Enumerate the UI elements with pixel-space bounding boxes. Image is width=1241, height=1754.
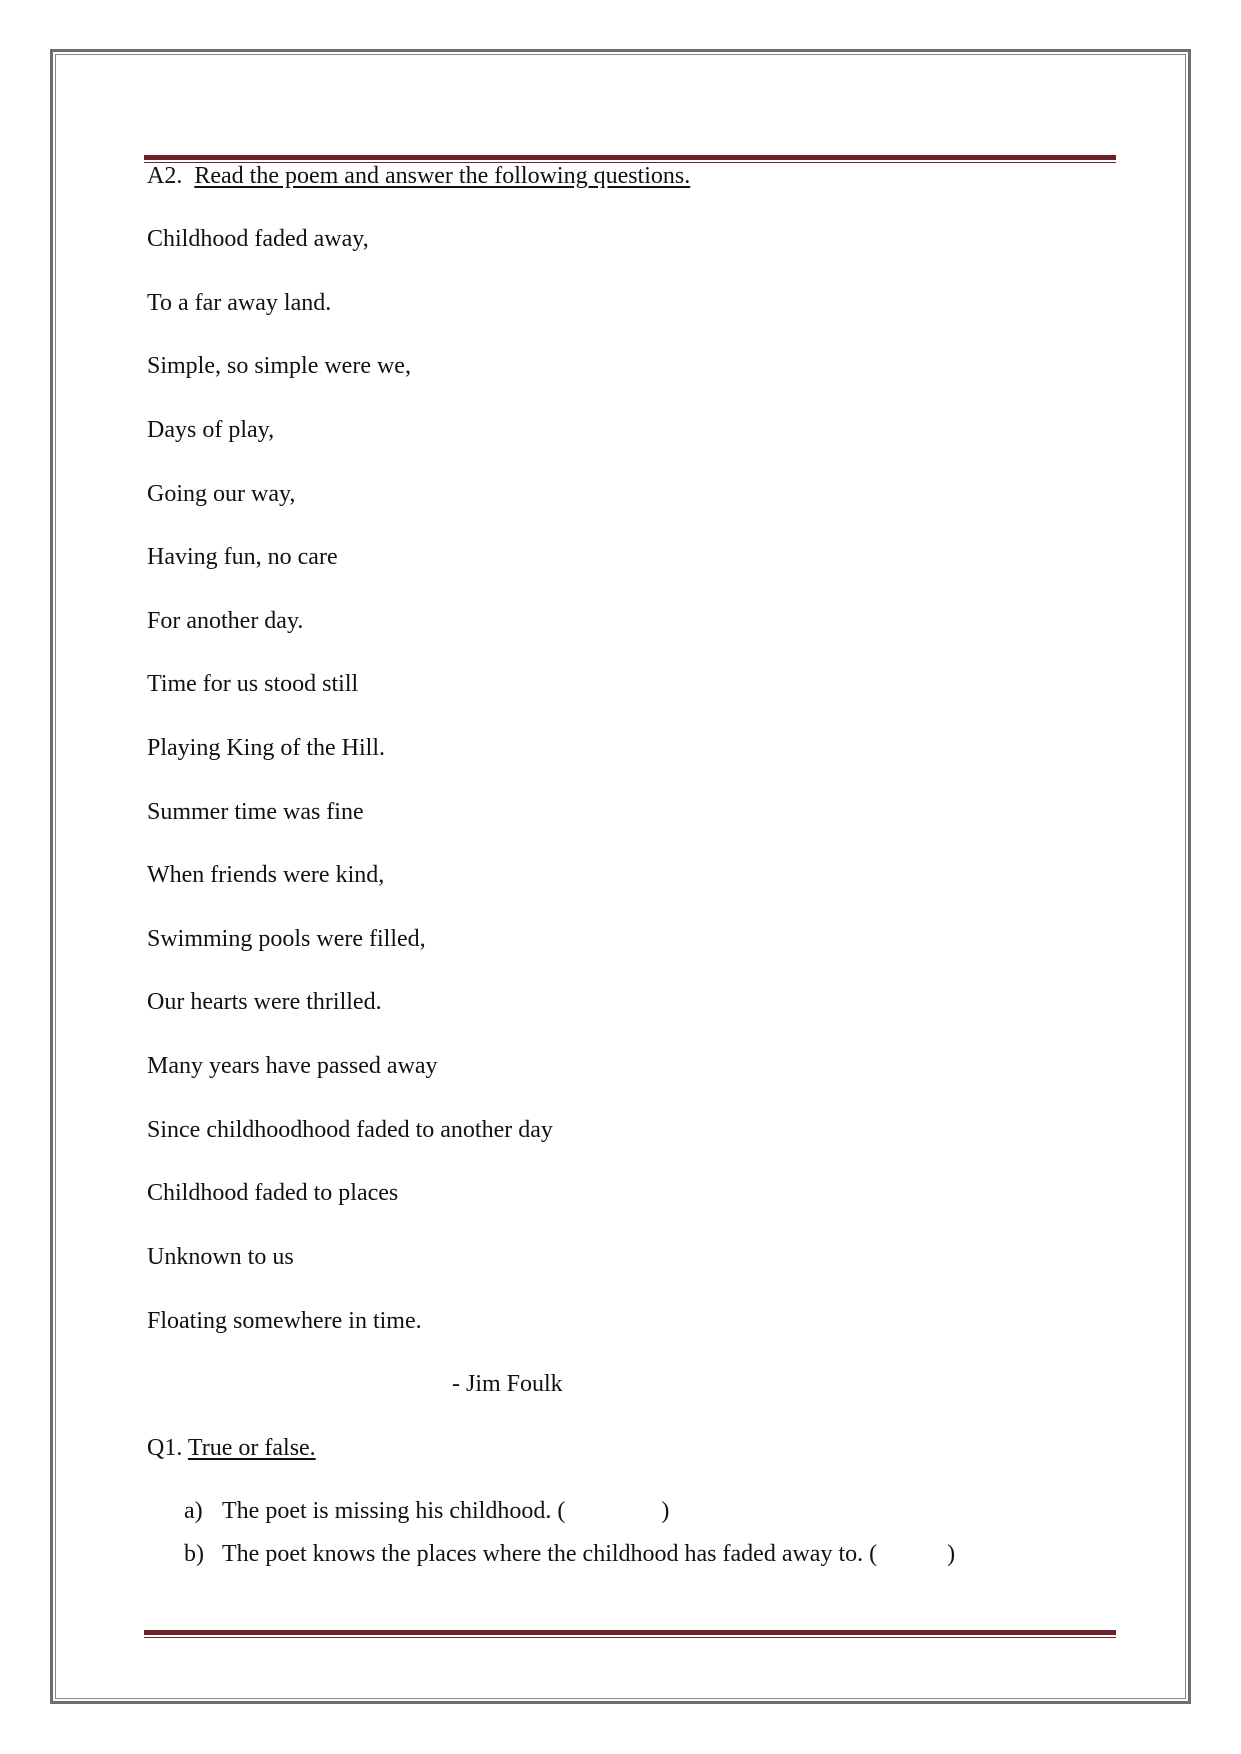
section-number: A2. [147,163,183,189]
poem-author: - Jim Foulk [452,1371,563,1397]
poem-line: Floating somewhere in time. [147,1308,422,1334]
poem-line: For another day. [147,608,304,634]
poem-line: Childhood faded away, [147,226,369,252]
poem-line: Having fun, no care [147,544,338,570]
poem-line: When friends were kind, [147,862,385,888]
poem-line: Going our way, [147,481,296,507]
poem-line: Swimming pools were filled, [147,926,426,952]
item-close: ) [947,1541,956,1567]
item-marker: a) [184,1498,203,1524]
poem-line: Days of play, [147,417,275,443]
question-number: Q1. [147,1435,183,1461]
poem-line: Childhood faded to places [147,1180,399,1206]
item-close: ) [661,1498,670,1524]
poem-line: Summer time was fine [147,799,364,825]
section-instruction: Read the poem and answer the following questions. [194,163,691,189]
question-item-b [184,1539,955,1569]
question-title: True or false. [187,1435,316,1461]
question-item-a [184,1496,669,1526]
poem-line: Our hearts were thrilled. [147,989,382,1015]
item-marker: b) [184,1541,204,1567]
item-text: The poet is missing his childhood. ( [222,1498,566,1524]
poem-line: Time for us stood still [147,671,359,697]
poem-line: Many years have passed away [147,1053,438,1079]
footer-rule [144,1630,1116,1638]
poem-line: Since childhoodhood faded to another day [147,1117,553,1143]
question-heading [147,1433,316,1463]
poem-line: Unknown to us [147,1244,294,1270]
poem-line: Simple, so simple were we, [147,353,411,379]
poem-line: Playing King of the Hill. [147,735,385,761]
item-text: The poet knows the places where the childhood has faded away to. ( [222,1541,878,1567]
poem-line: To a far away land. [147,290,332,316]
section-heading [147,161,690,191]
